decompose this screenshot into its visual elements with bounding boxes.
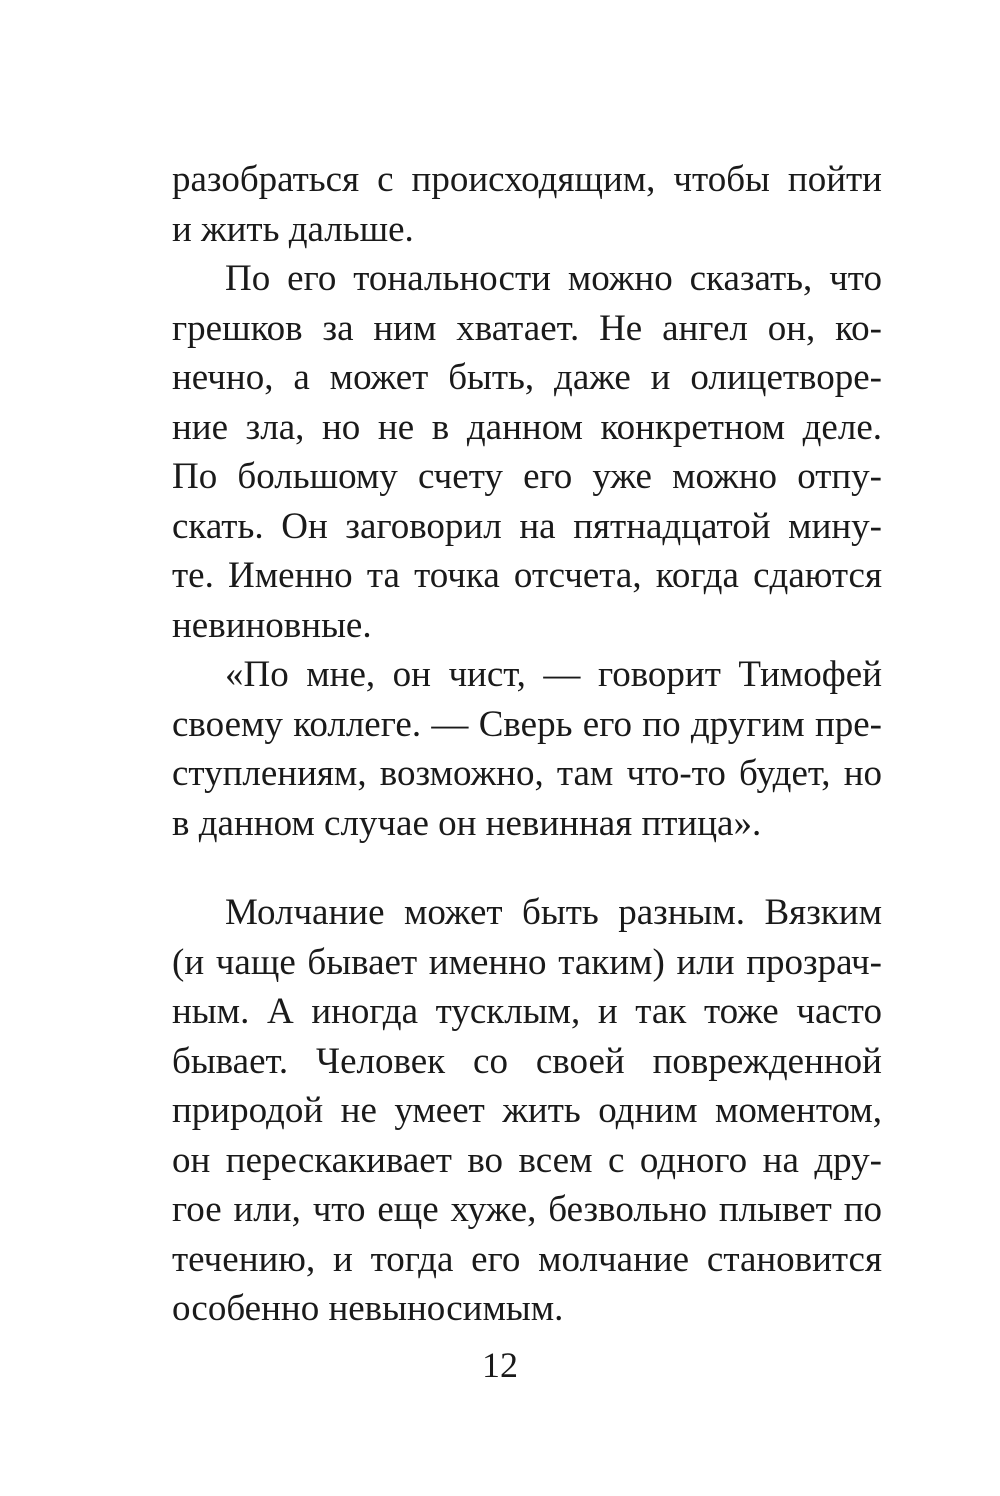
text-line: «По мне, он чист, — говорит Тимофей xyxy=(225,654,882,695)
text-line: в данном случае он невинная птица». xyxy=(172,803,762,844)
page-number: 12 xyxy=(482,1345,518,1385)
text-line: Молчание может быть разным. Вязким xyxy=(225,892,882,933)
text-line: разобраться с происходящим, чтобы пойти xyxy=(172,159,882,200)
text-line: он перескакивает во всем с одного на дру- xyxy=(172,1140,882,1181)
text-line: По большому счету его уже можно отпу- xyxy=(172,456,882,497)
text-line: ным. А иногда тусклым, и так тоже часто xyxy=(172,991,882,1032)
text-line: и жить дальше. xyxy=(172,209,414,250)
text-line: особенно невыносимым. xyxy=(172,1288,564,1329)
text-line: нечно, а может быть, даже и олицетворе- xyxy=(172,357,882,398)
text-line: грешков за ним хватает. Не ангел он, ко- xyxy=(172,308,882,349)
text-line: течению, и тогда его молчание становится xyxy=(172,1239,882,1280)
text-line: те. Именно та точка отсчета, когда сдаются xyxy=(172,555,882,596)
text-line: ние зла, но не в данном конкретном деле. xyxy=(172,407,882,448)
text-line: ступлениям, возможно, там что-то будет, но xyxy=(172,753,882,794)
text-line: гое или, что еще хуже, безвольно плывет по xyxy=(172,1189,882,1230)
text-line: невиновные. xyxy=(172,605,372,646)
text-line: По его тональности можно сказать, что xyxy=(225,258,882,299)
text-line: природой не умеет жить одним моментом, xyxy=(172,1090,882,1131)
text-line: скать. Он заговорил на пятнадцатой мину- xyxy=(172,506,882,547)
text-line: (и чаще бывает именно таким) или прозрач- xyxy=(172,942,882,983)
text-line: бывает. Человек со своей поврежденной xyxy=(172,1041,882,1082)
text-line: своему коллеге. — Сверь его по другим пре- xyxy=(172,704,882,745)
